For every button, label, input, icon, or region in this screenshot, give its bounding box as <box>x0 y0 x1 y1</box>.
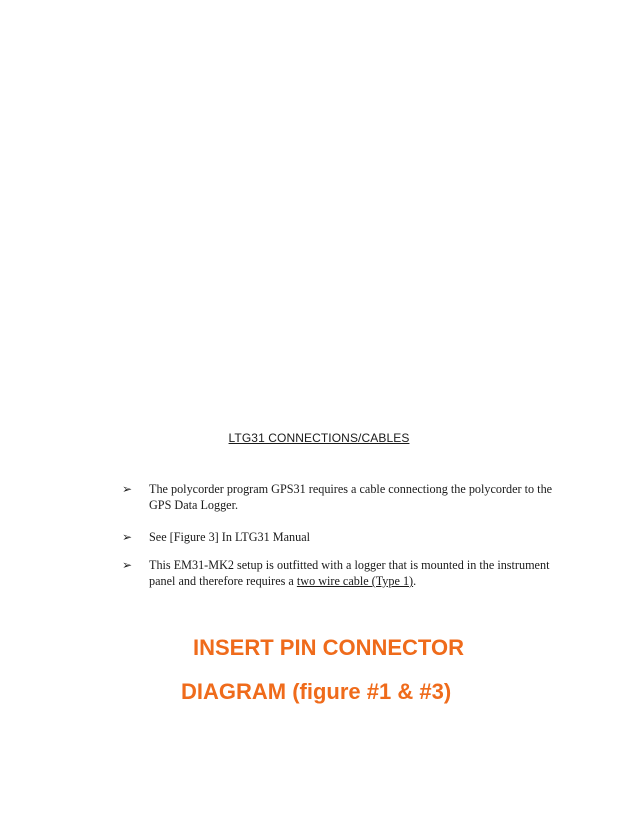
arrow-bullet-icon: ➢ <box>122 530 133 544</box>
insert-placeholder-line-1: INSERT PIN CONNECTOR <box>193 635 464 660</box>
insert-placeholder-line-2: DIAGRAM (figure #1 & #3) <box>181 679 452 704</box>
section-heading: LTG31 CONNECTIONS/CABLES <box>228 431 410 445</box>
list-item <box>122 557 572 589</box>
list-item <box>122 529 572 545</box>
bullet-text: See [Figure 3] In LTG31 Manual <box>149 530 311 544</box>
arrow-bullet-icon: ➢ <box>122 558 133 572</box>
list-item <box>122 481 572 513</box>
bullet-text-end: . <box>413 574 417 588</box>
bullet-text: This EM31-MK2 setup is outfitted with a logger that is mounted in the instrument panel and therefore requires a <box>149 558 550 588</box>
bullet-text: The polycorder program GPS31 requires a cable connectiong the polycorder to the GPS Data Logger. <box>149 482 553 512</box>
cable-type-underlined: two wire cable (Type 1) <box>296 574 414 588</box>
bullet-list <box>122 481 572 605</box>
arrow-bullet-icon: ➢ <box>122 482 133 496</box>
